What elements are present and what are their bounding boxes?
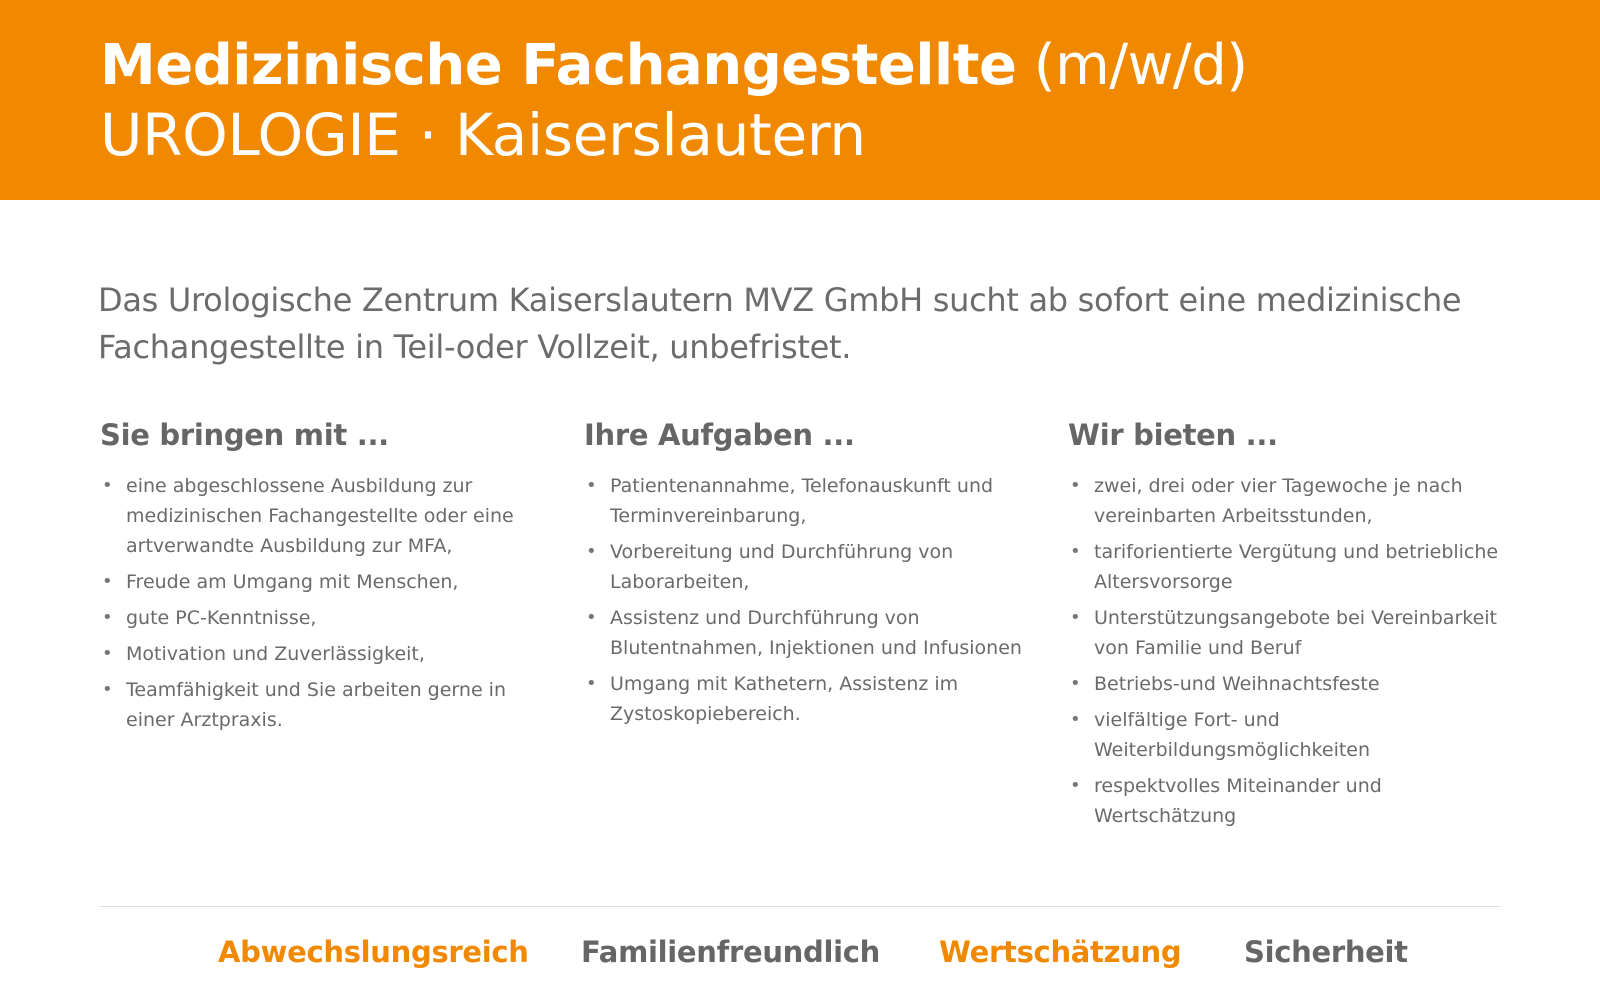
bullet-list — [100, 471, 540, 735]
job-title — [100, 33, 1600, 99]
list-item: • Patientenannahme, Telefonauskunft und Terminvereinbarung, — [584, 471, 1024, 531]
list-item: • respektvolles Miteinander und Wertschätzung — [1068, 771, 1508, 831]
keyword-familienfreundlich: Familienfreundlich — [581, 935, 880, 969]
list-item: • vielfältige Fort- und Weiterbildungsmöglichkeiten — [1068, 705, 1508, 765]
list-item: • Assistenz und Durchführung von Blutentnahmen, Injektionen und Infusionen — [584, 603, 1024, 663]
header-banner — [0, 0, 1600, 200]
list-item: • tariforientierte Vergütung und betriebliche Altersvorsorge — [1068, 537, 1508, 597]
list-item: • Umgang mit Kathetern, Assistenz im Zystoskopiebereich. — [584, 669, 1024, 729]
job-title-gender: (m/w/d) — [1033, 33, 1248, 98]
column-tasks — [584, 415, 1024, 735]
column-heading: Sie bringen mit ... — [100, 418, 389, 452]
column-offers — [1068, 415, 1508, 837]
bullet-list — [1068, 471, 1508, 831]
footer-keywords — [0, 932, 1600, 982]
list-item: • Motivation und Zuverlässigkeit, — [100, 639, 540, 669]
list-item: • Freude am Umgang mit Menschen, — [100, 567, 540, 597]
list-item: • Vorbereitung und Durchführung von Laborarbeiten, — [584, 537, 1024, 597]
divider — [100, 906, 1500, 907]
keyword-wertschaetzung: Wertschätzung — [939, 935, 1182, 969]
column-heading: Ihre Aufgaben ... — [584, 418, 855, 452]
list-item: • Betriebs-und Weihnachtsfeste — [1068, 669, 1508, 699]
list-item: • zwei, drei oder vier Tagewoche je nach vereinbarten Arbeitsstunden, — [1068, 471, 1508, 531]
list-item: • Teamfähigkeit und Sie arbeiten gerne in einer Arztpraxis. — [100, 675, 540, 735]
column-requirements — [100, 415, 540, 741]
list-item: • Unterstützungsangebote bei Vereinbarkeit von Familie und Beruf — [1068, 603, 1508, 663]
list-item: • gute PC-Kenntnisse, — [100, 603, 540, 633]
column-heading: Wir bieten ... — [1068, 418, 1278, 452]
keyword-abwechslungsreich: Abwechslungsreich — [218, 935, 529, 969]
job-subtitle: UROLOGIE · Kaiserslautern — [100, 101, 866, 169]
job-title-main: Medizinische Fachangestellte — [100, 33, 1017, 98]
keyword-sicherheit: Sicherheit — [1244, 935, 1408, 969]
intro-text: Das Urologische Zentrum Kaiserslautern MVZ GmbH sucht ab sofort eine medizinische Fachangestellte in Teil-oder Vollzeit, unbefristet. — [98, 281, 1462, 366]
bullet-list — [584, 471, 1024, 729]
list-item: • eine abgeschlossene Ausbildung zur medizinischen Fachangestellte oder eine artverwandte Ausbildung zur MFA, — [100, 471, 540, 561]
